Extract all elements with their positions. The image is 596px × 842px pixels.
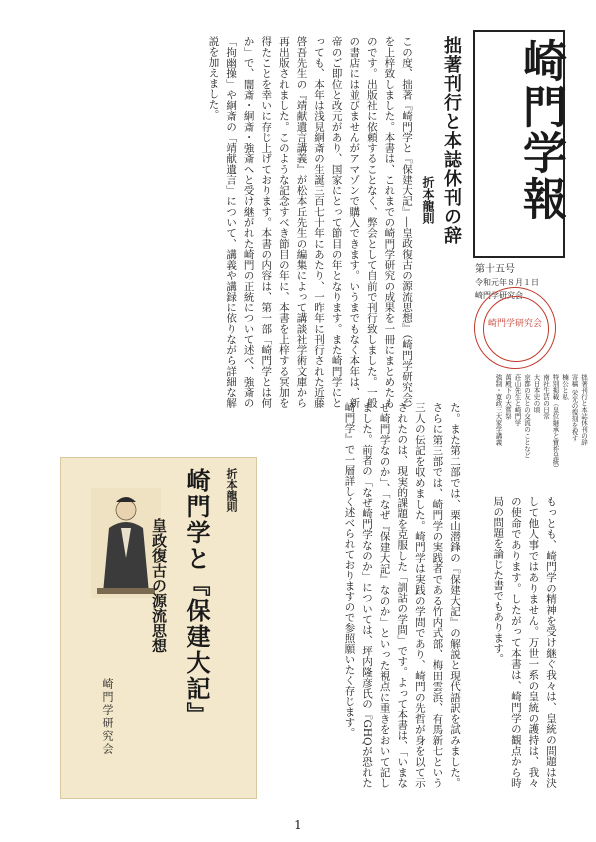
book-title: 崎門学と『保建大記』 (182, 468, 211, 728)
issue-date: 令和元年８月１日 (475, 278, 539, 287)
seal-text: 崎門学研究会 (487, 319, 542, 329)
masthead-title: 崎門学報 (515, 38, 566, 222)
article-body-right: もっとも、崎門学の精神を受け継ぐ我々は、皇統の問題は決して他人事ではありません。万世一系の皇統の護持は、我々の使命であります。したがって本書は、崎門学の観点から時局の問題を論じた書でもあります。 (492, 496, 557, 788)
issue-number: 第十五号 (475, 264, 515, 275)
article-body-top: この度、拙著『崎門学と『保建大記』―皇政復古の源流思想』（崎門学研究会）を上梓致しました。本書は、これまでの崎門学研究の成果を一冊にまとめたものです。出版社に依頼することなく、弊会として自前で刊行致しました。一般の書店には並びませんがアマゾンで購入できます。いうまでもなく本年は、新帝のご即位と改元があり、国家にとって節目の年となります。また崎門学にとっても、本年は浅見絅斎の生誕三百七十年にあたり、一昨年に刊行された近藤啓吾先生の『靖献遺言講義』が松本丘先生の編集によって講談社学術文庫から再出版されました。このような記念すべき節目の年に、本書を上梓する冥加を得たことを幸いに存じ上げております。本書の内容は、第一部「崎門学とは何か」で、闇斎・絅斎・強斎へと受け継がれた崎門の正統について述べ、強斎の「拘幽操」や絅斎の「靖献遺言」について、講義や講録に依りながら詳細な解説を加えました。 (207, 36, 413, 408)
book-author: 折本龍則 (225, 468, 238, 512)
toc-item: 強制・寛政三大家学講義 (494, 374, 503, 446)
book-subtitle: 皇政復古の源流思想 (150, 518, 168, 653)
book-cover (60, 457, 257, 799)
toc-item: 南社生活の日常 (542, 374, 550, 420)
toc-item: 大日本史の頃 (532, 374, 541, 413)
toc-item: 荘山先生と崎門学 (513, 374, 522, 426)
article-author: 折本龍則 (421, 176, 435, 224)
table-of-contents (468, 374, 588, 492)
toc-item: 萬殿下の大嘗祭 (504, 374, 512, 420)
toc-item: 拙著刊行と本誌休刊の辞 (580, 374, 588, 446)
red-seal-stamp (474, 287, 556, 369)
toc-item: 特別掲載（皇位継承と寶祚皇統） (551, 374, 560, 472)
article-body-middle: た。また第二部では、栗山潜鋒の『保建大記』の解説と現代語訳を試みました。さらに第三部では、崎門学の実践者である竹内式部、梅田雲浜、有馬新七という三人の伝記を収めました。崎門学は実践の学問であり、崎門の先哲が身を以て示されたのは、現実的課題を克服した「訓詁の学問」です。よって本書は、「いまなぜ崎門学なのか」、「なぜ『保建大記』なのか」といった視点に重きをおいて記しました。前者の「なぜ崎門学なのか」については、坪内隆彦氏の『GHQが恐れた崎門学』で一層詳しく述べられておりますので参照願いたく存じます。 (343, 402, 461, 789)
issue-publisher: 崎門学研究会 (475, 291, 523, 300)
page-number: 1 (294, 818, 302, 832)
toc-item: 寄稿 栄光の復刻を祝す (570, 374, 579, 442)
article-title: 拙著刊行と本誌休刊の辞 (441, 36, 462, 245)
masthead (473, 30, 565, 258)
toc-item: 楠公と私 (561, 374, 569, 400)
book-publisher: 崎門学研究会 (101, 678, 114, 756)
toc-item: 京都の友との交流のことなど (523, 374, 531, 459)
